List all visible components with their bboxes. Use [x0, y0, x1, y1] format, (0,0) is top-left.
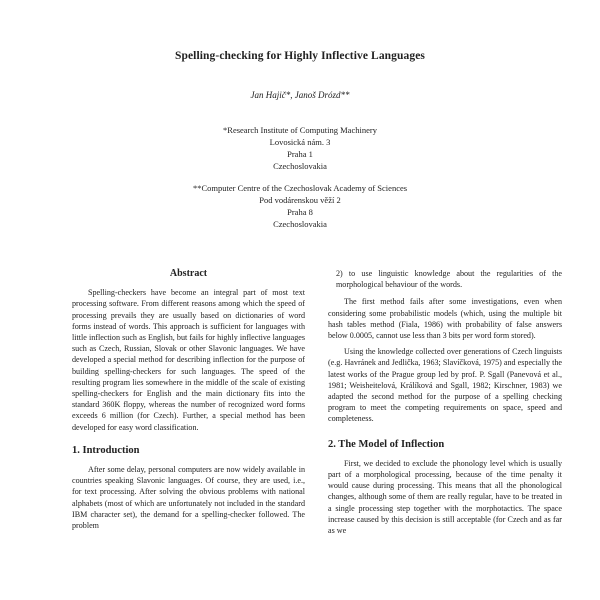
affiliation-line: Czechoslovakia	[273, 219, 327, 229]
affiliation-line: Praha 1	[287, 149, 313, 159]
list-item-2: 2) to use linguistic knowledge about the regularities of the morphological behaviour of the words.	[336, 269, 562, 290]
section-heading-model-of-inflection: 2. The Model of Inflection	[328, 438, 445, 450]
paper-authors: Jan Hajič*, Janoš Drózd**	[250, 90, 350, 100]
right-column	[328, 268, 562, 536]
paper-title: Spelling-checking for Highly Inflective Languages	[174, 50, 426, 62]
abstract-heading: Abstract	[169, 268, 208, 279]
introduction-text: After some delay, personal computers are now widely available in countries speaking Slavonic languages. Of course, they are used, i.e., for text processing. After solving the obvious problems with national alphabets (most of which are unfortunately not included in the standard IBM character set), the demand for a spelling-checker followed. The problem	[72, 465, 305, 531]
paragraph-linguistic-knowledge: Using the knowledge collected over generations of Czech linguists (e.g. Havránek and Jedlička, 1963; Slavíčková, 1975) and especially the latest works of the Prague group led by prof. P. Sgall (Panevová et al., 1981; Weisheitelová, Králíková and Sgall, 1982; Kirschner, 1983) we adapted the second method for the purpose of a spelling checking program to meet the competing requirements on space, speed and completeness.	[328, 347, 562, 424]
affiliation-line: *Research Institute of Computing Machinery	[223, 125, 377, 135]
abstract-text: Spelling-checkers have become an integral part of most text processing software. From different reasons among which the speed of processing prevails they are usually based on dictionaries of word forms instead of words. This approach is sufficient for languages with little inflection such as English, but fails for highly inflective languages such as Czech, Russian, Slovak or other Slavonic languages. We have developed a special method for describing inflection for the purpose of building spelling-checkers for such languages. The speed of the resulting program lies somewhere in the middle of the scale of existing spelling-checkers for English and the main dictionary fits into the standard 360K floppy, whereas the number of recognized word forms exceeds 6 million (for Czech). Further, a special method has been developed for easy word classification.	[72, 288, 305, 432]
affiliation-1	[0, 124, 600, 172]
affiliation-line: **Computer Centre of the Czechoslovak Academy of Sciences	[192, 183, 408, 193]
affiliation-2	[0, 182, 600, 230]
affiliation-line: Praha 8	[287, 207, 313, 217]
affiliation-line: Lovosická nám. 3	[269, 137, 331, 147]
left-column	[72, 268, 305, 531]
section-heading-introduction: 1. Introduction	[72, 444, 140, 456]
section2-text: First, we decided to exclude the phonology level which is usually part of a morphological processing, because of the time penalty it would cause during processing. This means that all the phonological changes, although some of them are really regular, have to be treated in a single processing step together with the morphotactics. The space increase caused by this decision is still acceptable (for Czech and as far as we	[328, 458, 562, 536]
affiliation-line: Pod vodárenskou věží 2	[259, 195, 341, 205]
affiliation-line: Czechoslovakia	[273, 161, 327, 171]
paragraph-first-method: The first method fails after some investigations, even when considering some probabilistic models (which, using the multiple bit hash tables method (Fiala, 1986) with probability of false answers below 0.0005, cannot use less than 3 bits per word form stored).	[328, 297, 562, 341]
